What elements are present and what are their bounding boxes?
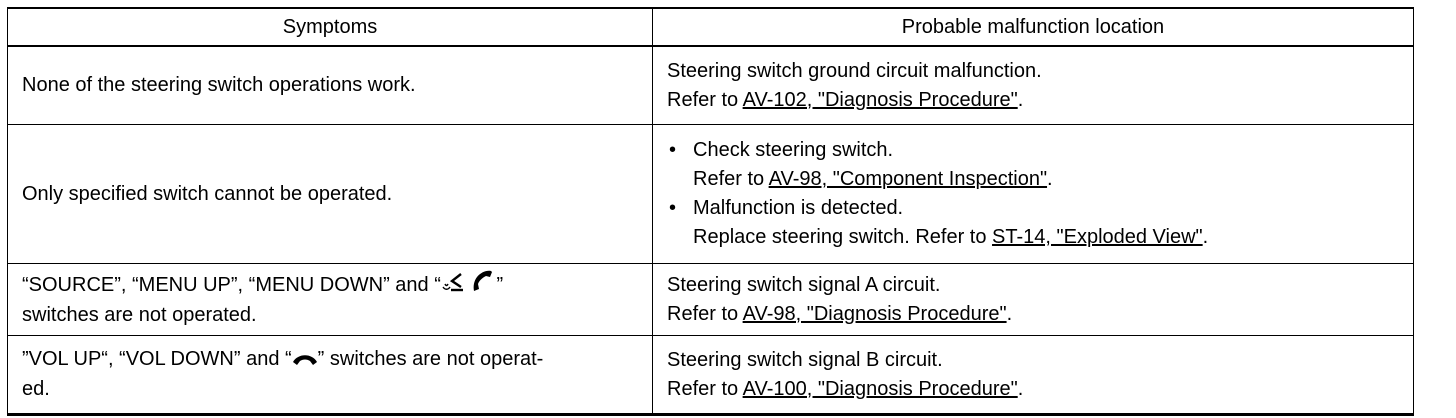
refer-prefix: Refer to bbox=[667, 377, 743, 400]
symptom-line: switches are not operated. bbox=[22, 303, 257, 326]
refer-line bbox=[693, 165, 1399, 194]
refer-suffix: . bbox=[1017, 88, 1024, 111]
table-header-row bbox=[8, 8, 1414, 46]
symptom-line: ed. bbox=[22, 377, 50, 400]
reference-link[interactable]: AV-98, "Component Inspection" bbox=[768, 168, 1048, 190]
refer-prefix: Refer to bbox=[693, 168, 769, 190]
refer-suffix: . bbox=[1047, 168, 1053, 190]
symptom-text: ” switches are not operat- bbox=[317, 348, 544, 371]
table-row bbox=[8, 264, 1414, 336]
voice-recognition-icon bbox=[441, 270, 467, 301]
symptom-cell bbox=[8, 264, 653, 336]
bullet-text: • Check steering switch. bbox=[693, 139, 894, 161]
diagnosis-table bbox=[7, 7, 1414, 416]
refer-line bbox=[667, 375, 1399, 404]
refer-line bbox=[667, 86, 1399, 115]
symptom-text: Only specified switch cannot be operated. bbox=[22, 182, 393, 205]
phone-hangup-icon bbox=[292, 346, 318, 375]
reference-link[interactable]: ST-14, "Exploded View" bbox=[992, 226, 1203, 248]
header-malfunction-location: Probable malfunction location bbox=[653, 8, 1414, 46]
reference-link[interactable]: AV-100, "Diagnosis Procedure" bbox=[742, 377, 1018, 400]
refer-prefix: Refer to bbox=[667, 88, 743, 111]
symptom-text: ” bbox=[496, 273, 504, 296]
symptom-cell bbox=[8, 336, 653, 415]
location-cell bbox=[653, 336, 1414, 415]
location-text: Steering switch ground circuit malfunction. bbox=[667, 59, 1042, 82]
refer-suffix: . bbox=[1202, 226, 1209, 248]
phone-pickup-icon bbox=[472, 270, 496, 301]
symptom-text: None of the steering switch operations work. bbox=[22, 74, 416, 96]
symptom-text: ”VOL UP“, “VOL DOWN” and “ bbox=[22, 348, 292, 371]
symptom-cell bbox=[8, 125, 653, 264]
refer-line bbox=[693, 223, 1399, 252]
location-cell bbox=[653, 125, 1414, 264]
table-row bbox=[8, 336, 1414, 415]
bullet-text: • Malfunction is detected. bbox=[693, 197, 904, 219]
refer-prefix: Refer to bbox=[667, 302, 743, 325]
refer-prefix: Replace steering switch. Refer to bbox=[693, 226, 993, 248]
table-row bbox=[8, 46, 1414, 125]
symptom-line bbox=[22, 345, 638, 374]
location-text: Steering switch signal A circuit. bbox=[667, 273, 941, 296]
table-row bbox=[8, 125, 1414, 264]
location-text: Steering switch signal B circuit. bbox=[667, 348, 943, 371]
refer-suffix: . bbox=[1006, 302, 1013, 325]
bullet-item bbox=[667, 136, 1399, 194]
location-cell bbox=[653, 264, 1414, 336]
symptom-line bbox=[22, 270, 638, 301]
bullet-list bbox=[667, 136, 1399, 252]
symptom-cell bbox=[8, 46, 653, 125]
header-symptoms: Symptoms bbox=[8, 8, 653, 46]
reference-link[interactable]: AV-102, "Diagnosis Procedure" bbox=[742, 88, 1018, 111]
bullet-item bbox=[667, 194, 1399, 252]
location-cell bbox=[653, 46, 1414, 125]
reference-link[interactable]: AV-98, "Diagnosis Procedure" bbox=[742, 302, 1007, 325]
symptom-text: “SOURCE”, “MENU UP”, “MENU DOWN” and “ bbox=[22, 273, 441, 296]
refer-line bbox=[667, 300, 1399, 329]
refer-suffix: . bbox=[1017, 377, 1024, 400]
